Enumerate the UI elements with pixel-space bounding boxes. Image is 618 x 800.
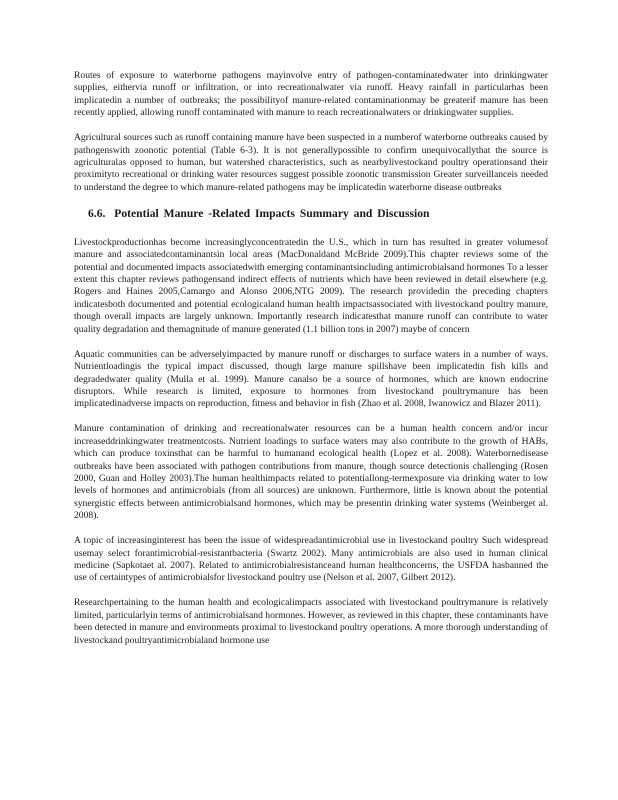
page-content bbox=[74, 70, 548, 660]
paragraph-livestock-production: Livestockproductionhas become increasinglyconcentratedin the U.S., which in turn has resulted in greater volumesof manure and associatedcontaminantsin local areas (MacDonaldand McBride 2009).This chapter reviews some of the potential and documented impacts associatedwith emerging contaminantsincluding antimicrobialsand hormones To a lesser extent this chapter reviews pathogensand indirect effects of nutrients which have been reviewed in detail elsewhere (e.g. Rogers and Haines 2005,Camargo and Alonso 2006,NTG 2009). The research providedin the preceding chapters indicatesboth documented and potential ecologicaland human health impactsassociated with livestockand poultry manure, though overall impacts are largely unknown. Importantly research indicatesthat manure runoff can contribute to water quality degradation and themagnitude of manure generated (1.1 billion tons in 2007) maybe of concern bbox=[74, 236, 548, 335]
section-title: Potential Manure -Related Impacts Summary and Discussion bbox=[114, 206, 430, 220]
paragraph-aquatic-communities: Aquatic communities can be adverselyimpacted by manure runoff or discharges to surface waters in a number of ways. Nutrientloadingis the typical impact discussed, though large manure spillshave been implicatedin fish kills and degradedwater quality (Mulla et al. 1999). Manure canalso be a source of hormones, which are known endocrine disruptors. While research is limited, exposure to hormones from livestockand poultrymanure has been implicatedinadverse impacts on reproduction, fitness and behavior in fish (Zhao et al. 2008, Iwanowicz and Blazer 2011). bbox=[74, 348, 548, 410]
paragraph-drinking-water: Manure contamination of drinking and recreationalwater resources can be a human health concern and/or incur increaseddrinkingwater treatmentcosts. Nutrient loadings to surface waters may also contribute to the growth of HABs, which can produce toxinsthat can be harmful to humanand ecological health (Lopez et al. 2008). Waterbornedisease outbreaks have been associated with pathogen contributions from manure, though source detectionis challenging (Rosen 2000, Guan and Holley 2003).The human healthimpacts related to potentiallong-termexposure via drinking water to low levels of hormones and antimicrobials (from all sources) are unknown. Furthermore, little is known about the potential synergistic effects between antimicrobialsand hormones, which may be presentin drinking water systems (Weinberget al. 2008). bbox=[74, 423, 548, 522]
paragraph-exposure-routes: Routes of exposure to waterborne pathogens mayinvolve entry of pathogen-contaminatedwater into drinkingwater supplies, eithervia runoff or infiltration, or into recreationalwater via runoff. Heavy rainfall in particularhas been implicatedin a number of outbreaks; the possibilityof manure-related contaminationmay be greaterif manure has been recently applied, allowing runoff contaminated with manure to reach recreationalwaters or drinkingwater supplies. bbox=[74, 70, 548, 119]
section-number: 6.6. bbox=[88, 206, 106, 220]
paragraph-agricultural-sources: Agricultural sources such as runoff containing manure have been suspected in a numberof waterborne outbreaks caused by pathogenswith zoonotic potential (Table 6-3). It is not generallypossible to confirm unequivocallythat the source is agriculturalas opposed to human, but watershed characteristics, such as nearbylivestockand poultry operationsand their proximityto recreational or drinking water resources suggest possible zoonotic transmission Greater surveillanceis needed to understand the degree to which manure-related pathogens may be implicatedin waterborne disease outbreaks bbox=[74, 132, 548, 193]
paragraph-research-limited: Researchpertaining to the human health and ecologicalimpacts associated with livestockand poultrymanure is relatively limited, particularlyin terms of antimicrobialsand hormones. However, as reviewed in this chapter, these contaminants have been detected in manure and environments proximal to livestockand poultry operations. A more thorough understanding of livestockand poultryantimicrobialand hormone use bbox=[74, 597, 548, 646]
paragraph-antimicrobial-use: A topic of increasinginterest has been the issue of widespreadantimicrobial use in livestockand poultry Such widespread usemay select forantimicrobial-resistantbacteria (Swartz 2002). Many antimicrobials are also used in human clinical medicine (Sapkotaet al. 2007). Related to antimicrobialresistanceand human healthconcerns, the USFDA hasbanned the use of certaintypes of antimicrobialsfor livestockand poultry use (Nelson et al. 2007, Gilbert 2012). bbox=[74, 535, 548, 584]
section-heading bbox=[88, 207, 548, 221]
